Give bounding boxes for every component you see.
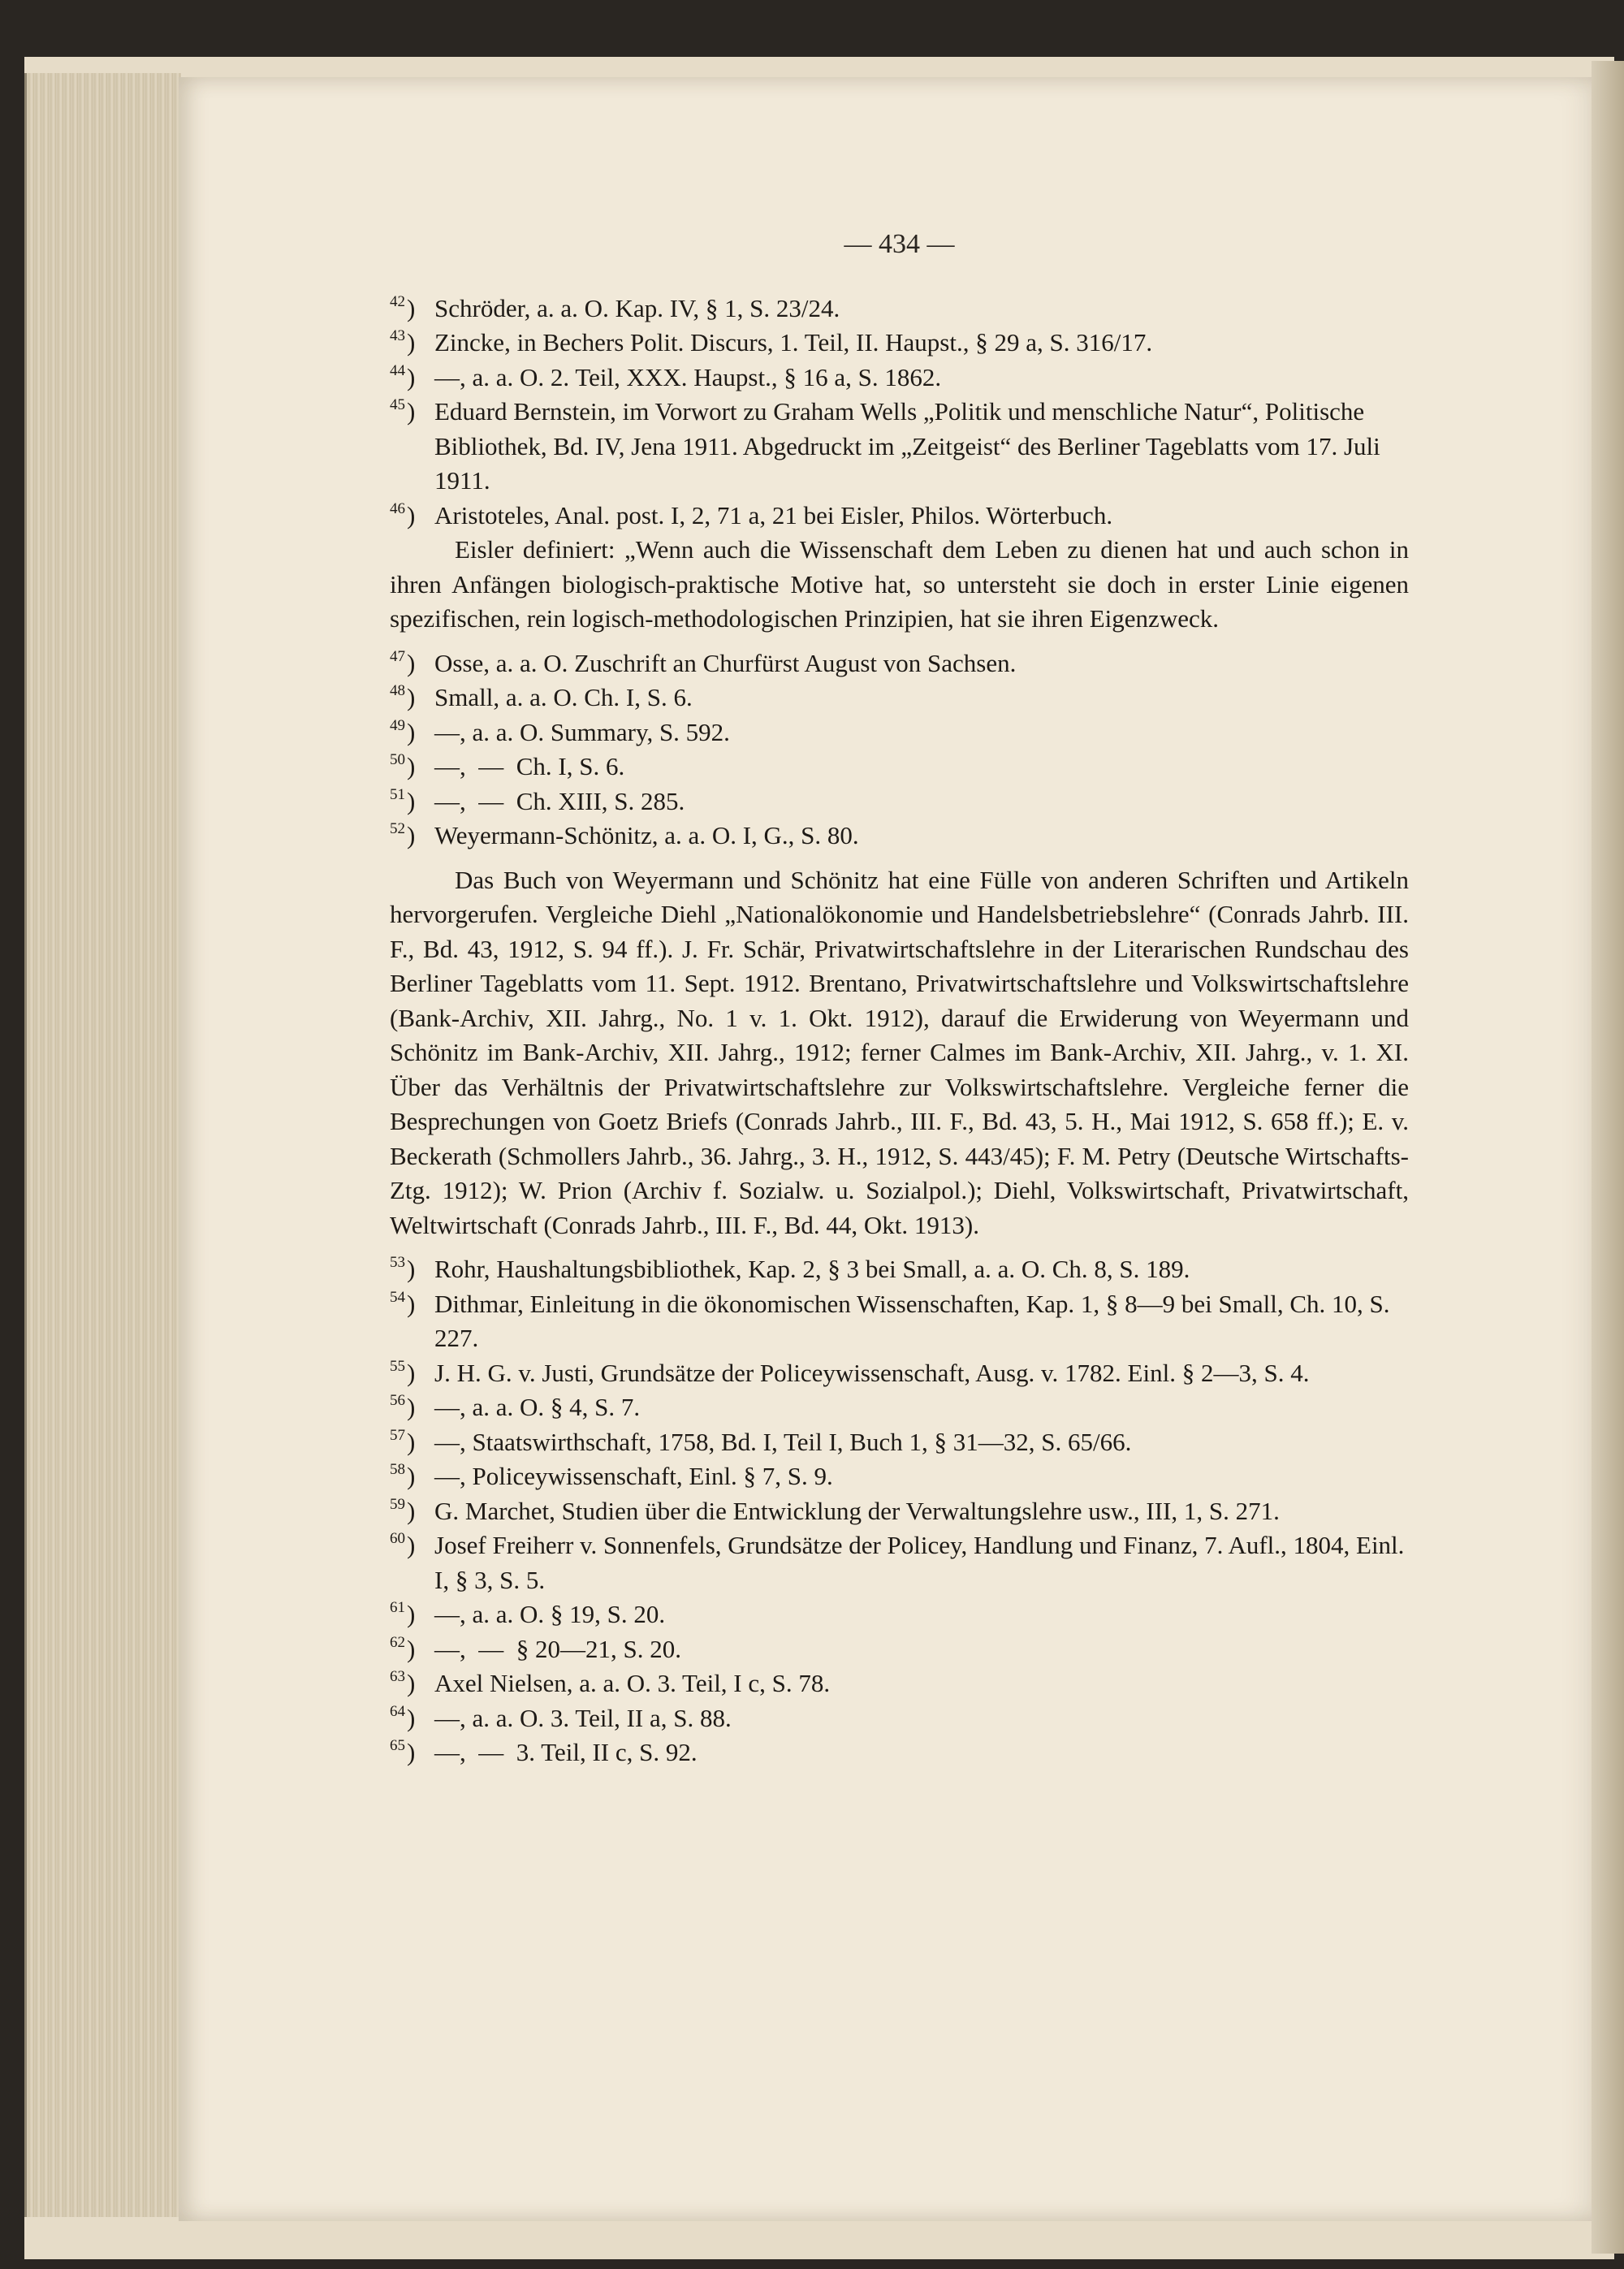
footnote: 43 ) Zincke, in Bechers Polit. Discurs, 1. Teil, II. Haupst., § 29 a, S. 316/17. <box>390 327 1153 357</box>
footnote: 57 ) —, Staatswirthschaft, 1758, Bd. I, Teil I, Buch 1, § 31—32, S. 65/66. <box>390 1426 1132 1456</box>
footnote: 64 ) —, a. a. O. 3. Teil, II a, S. 88. <box>390 1702 732 1732</box>
footnote: 50 ) —, — Ch. I, S. 6. <box>390 751 625 780</box>
eisler-paragraph: Eisler definiert: „Wenn auch die Wissenschaft dem Leben zu dienen hat und auch schon in ihren Anfängen biologisch-praktische Motive hat, so untersteht sie doch in erster Linie eigenen spezifischen, rein logisch-methodologischen Prinzipien, hat sie ihren Eigenzweck. <box>390 535 1409 633</box>
footnote: 62 ) —, — § 20—21, S. 20. <box>390 1633 681 1663</box>
footnote: 63 ) Axel Nielsen, a. a. O. 3. Teil, I c, S. 78. <box>390 1668 831 1697</box>
footnote: 56 ) —, a. a. O. § 4, S. 7. <box>390 1392 641 1421</box>
footnote: 52 ) Weyermann-Schönitz, a. a. O. I, G., S. 80. <box>390 820 859 849</box>
footnote: 60 ) Josef Freiherr v. Sonnenfels, Grundsätze der Policey, Handlung und Finanz, 7. Aufl., 1804, Einl. I, § 3, S. 5. <box>390 1530 1405 1594</box>
footnote: 65 ) —, — 3. Teil, II c, S. 92. <box>390 1737 698 1766</box>
footnote: 59 ) G. Marchet, Studien über die Entwicklung der Verwaltungslehre usw., III, 1, S. 271. <box>390 1495 1280 1525</box>
footnote: 51 ) —, — Ch. XIII, S. 285. <box>390 785 685 815</box>
footnote: 45 ) Eduard Bernstein, im Vorwort zu Graham Wells „Politik und menschliche Natur“, Politische Bibliothek, Bd. IV, Jena 1911. Abgedruckt im „Zeitgeist“ des Berliner Tageblatts vom 17. Juli 1911. <box>390 396 1380 495</box>
footnote: 42 ) Schröder, a. a. O. Kap. IV, § 1, S. 23/24. <box>390 292 840 322</box>
footnote: 49 ) —, a. a. O. Summary, S. 592. <box>390 716 730 746</box>
footnote: 58 ) —, Policeywissenschaft, Einl. § 7, S. 9. <box>390 1461 833 1490</box>
footnote-group-b <box>390 646 1409 854</box>
footnote: 46 ) Aristoteles, Anal. post. I, 2, 71 a, 21 bei Eisler, Philos. Wörterbuch. <box>390 499 1113 529</box>
page-number: — 434 — <box>844 229 955 259</box>
footnote: 44 ) —, a. a. O. 2. Teil, XXX. Haupst., § 16 a, S. 1862. <box>390 361 942 391</box>
footnote: 55 ) J. H. G. v. Justi, Grundsätze der Policeywissenschaft, Ausg. v. 1782. Einl. § 2—3, S. 4. <box>390 1357 1310 1387</box>
footnote: 61 ) —, a. a. O. § 19, S. 20. <box>390 1599 666 1628</box>
page-content <box>390 227 1409 1770</box>
footnote-group-c <box>390 1252 1409 1770</box>
footnote: 48 ) Small, a. a. O. Ch. I, S. 6. <box>390 682 693 711</box>
page-edges <box>24 73 181 2217</box>
footnote: 47 ) Osse, a. a. O. Zuschrift an Churfürst August von Sachsen. <box>390 647 1017 677</box>
facing-page-edge <box>1592 61 1624 2254</box>
footnote-group-a <box>390 292 1409 534</box>
footnote: 53 ) Rohr, Haushaltungsbibliothek, Kap. 2, § 3 bei Small, a. a. O. Ch. 8, S. 189. <box>390 1254 1190 1283</box>
weyermann-paragraph: Das Buch von Weyermann und Schönitz hat eine Fülle von anderen Schriften und Artikeln hervorgerufen. Vergleiche Diehl „Nationalökonomie und Handelsbetriebslehre“ (Conrads Jahrb. III. F., Bd. 43, 1912, S. 94 ff.). J. Fr. Schär, Privatwirtschaftslehre in der Literarischen Rundschau des Berliner Tageblatts vom 11. Sept. 1912. Brentano, Privatwirtschaftslehre und Volkswirtschaftslehre (Bank-Archiv, XII. Jahrg., No. 1 v. 1. Okt. 1912), darauf die Erwiderung von Weyermann und Schönitz im Bank-Archiv, XII. Jahrg., 1912; ferner Calmes im Bank-Archiv, XII. Jahrg., v. 1. XI. Über das Verhältnis der Privatwirtschaftslehre zur Volkswirtschaftslehre. Vergleiche ferner die Besprechungen von Goetz Briefs (Conrads Jahrb., III. F., Bd. 43, 5. H., Mai 1912, S. 658 ff.); E. v. Beckerath (Schmollers Jahrb., 36. Jahrg., 3. H., 1912, S. 443/45); F. M. Petry (Deutsche Wirtschafts-Ztg. 1912); W. Prion (Archiv f. Sozialw. u. Sozialpol.); Diehl, Volkswirtschaft, Privatwirtschaft, Weltwirtschaft (Conrads Jahrb., III. F., Bd. 44, Okt. 1913). <box>390 865 1409 1239</box>
footnote: 54 ) Dithmar, Einleitung in die ökonomischen Wissenschaften, Kap. 1, § 8—9 bei Small, Ch. 10, S. 227. <box>390 1288 1390 1352</box>
